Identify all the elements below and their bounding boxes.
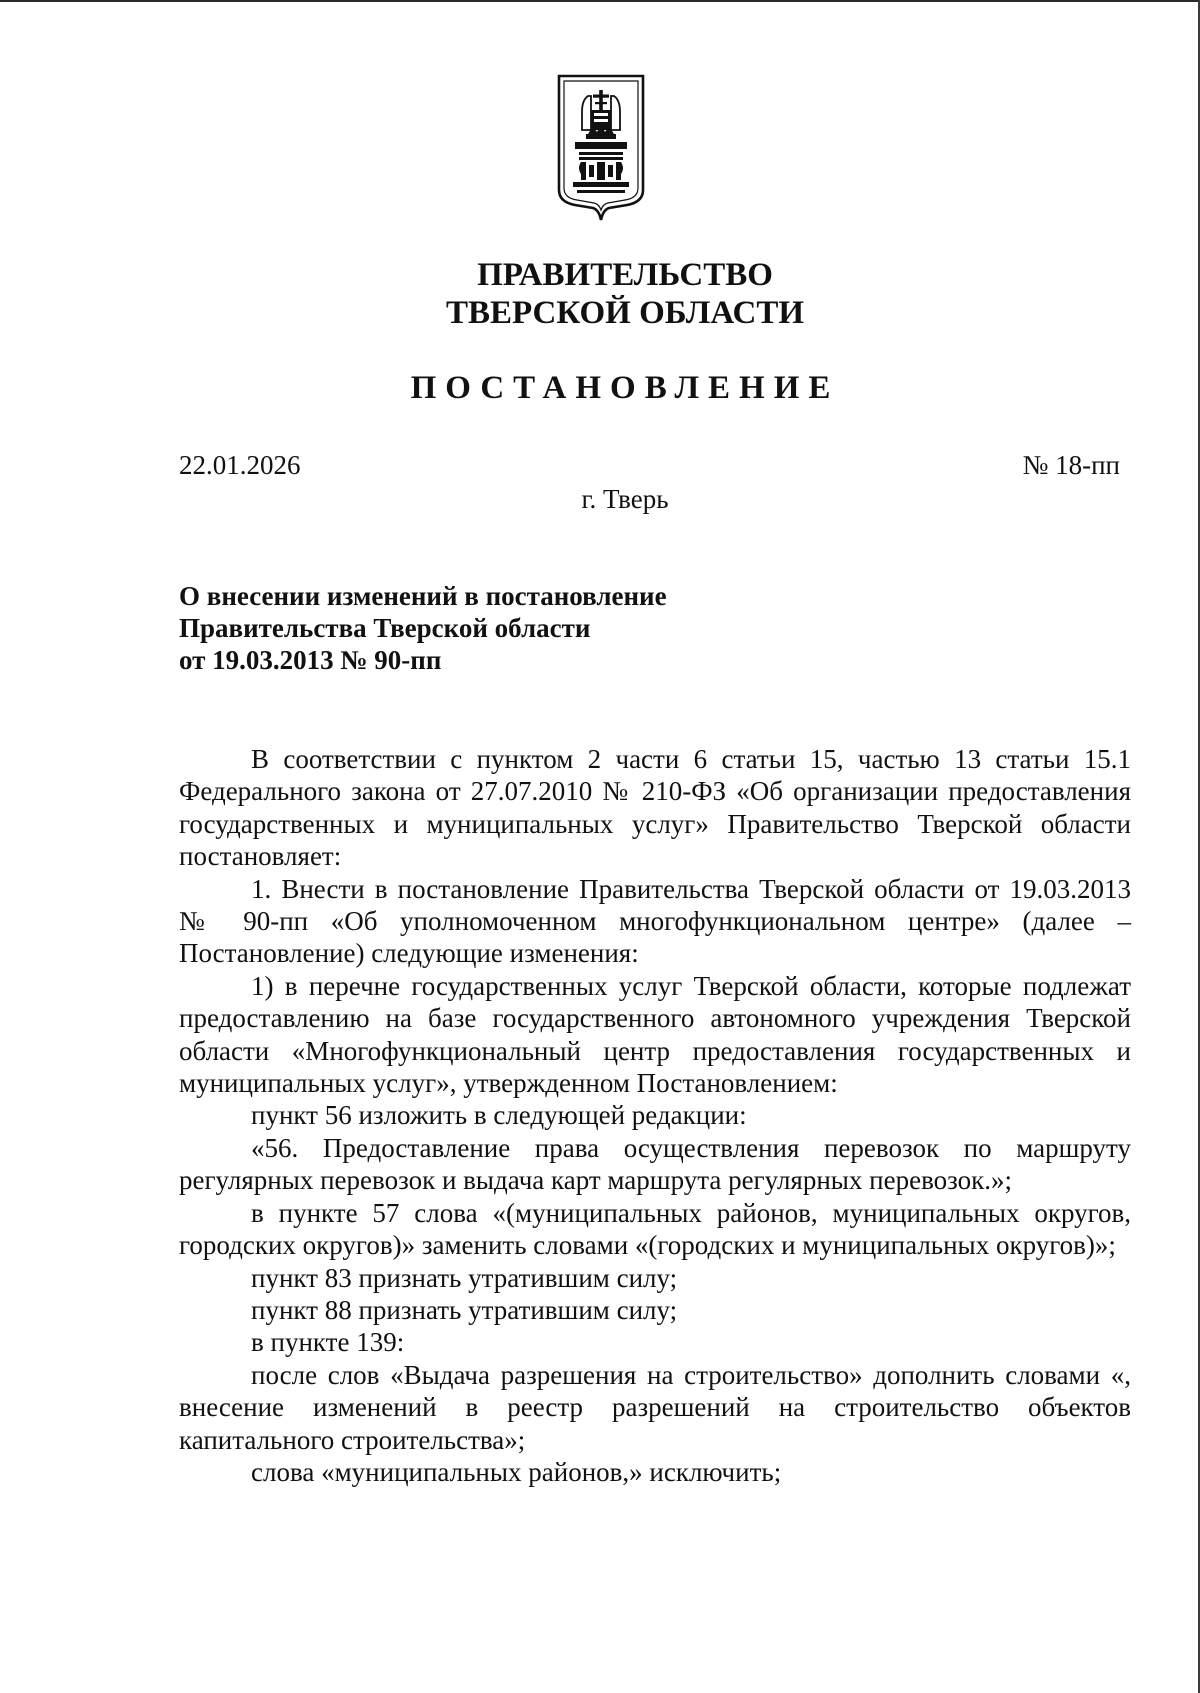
document-city: г. Тверь (581, 484, 669, 514)
document-body (179, 743, 1131, 1488)
body-paragraph: «56. Предоставление права осуществления перевозок по маршруту регулярных перевозок и выдача карт маршрута регулярных перевозок.»; (179, 1132, 1131, 1196)
subject-line1: О внесении изменений в постановление (179, 581, 667, 611)
body-paragraph: в пункте 139: (251, 1327, 405, 1358)
body-paragraph: пункт 83 признать утратившим силу; (251, 1262, 678, 1293)
coat-of-arms-icon (555, 72, 647, 224)
body-paragraph: В соответствии с пунктом 2 части 6 статьи 15, частью 13 статьи 15.1 Федерального закона от 27.07.2010 № 210-ФЗ «Об организации предоставления государственных и муниципальных услуг» Правительство Тверской области постановляет: (179, 744, 1131, 872)
body-paragraph: 1) в перечне государственных услуг Тверской области, которые подлежат предоставлению на базе государственного автономного учреждения Тверской области «Многофункциональный центр предоставления государственных и муниципальных услуг», утвержденном Постановлением: (179, 970, 1131, 1099)
document-subject (179, 580, 879, 676)
document-type: ПОСТАНОВЛЕНИЕ (410, 370, 840, 406)
organization-name (0, 256, 1200, 332)
body-paragraph: после слов «Выдача разрешения на строительство» дополнить словами «, внесение изменений в реестр разрешений на строительство объектов капитального строительства»; (179, 1359, 1131, 1455)
body-paragraph: пункт 88 признать утратившим силу; (251, 1294, 678, 1325)
subject-line2: Правительства Тверской области (179, 613, 591, 643)
subject-line3: от 19.03.2013 № 90-пп (179, 645, 442, 675)
body-paragraph: пункт 56 изложить в следующей редакции: (251, 1100, 747, 1131)
organization-name-line2: ТВЕРСКОЙ ОБЛАСТИ (445, 295, 805, 331)
document-date: 22.01.2026 (179, 450, 301, 480)
body-paragraph: в пункте 57 слова «(муниципальных районов, муниципальных округов, городских округов)» заменить словами «(городских и муниципальных округов)»; (179, 1197, 1131, 1261)
organization-name-line1: ПРАВИТЕЛЬСТВО (477, 257, 773, 293)
document-number: № 18-пп (1022, 450, 1120, 480)
body-paragraph: 1. Внести в постановление Правительства Тверской области от 19.03.2013 № 90-пп «Об уполномоченном многофункциональном центре» (далее – Постановление) следующие изменения: (179, 873, 1131, 969)
scan-edge-top (0, 0, 1200, 2)
body-paragraph: слова «муниципальных районов,» исключить; (251, 1456, 782, 1487)
